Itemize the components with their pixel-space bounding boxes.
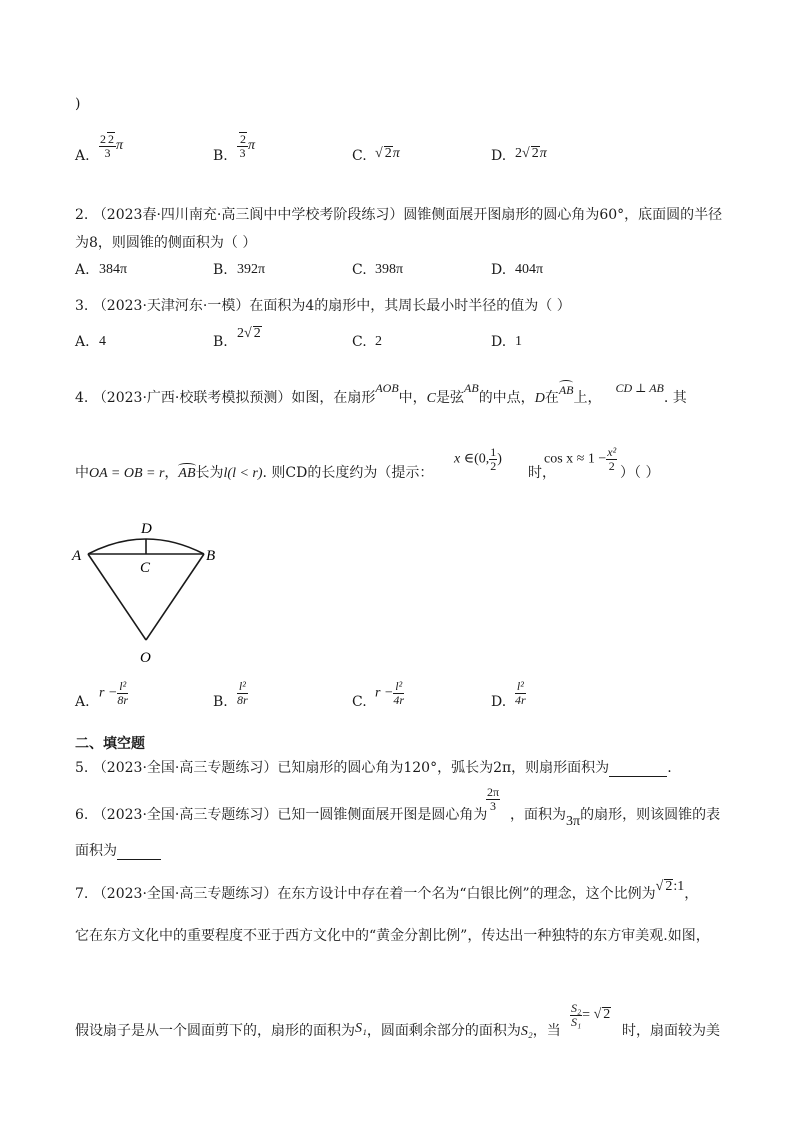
label-d: D (141, 521, 152, 537)
q1-tail-paren: ) (75, 96, 81, 112)
q1-option-d: 2√ 2π (515, 146, 547, 161)
q2-option-d-label: D. (491, 262, 507, 278)
q3-option-a-label: A. (75, 334, 90, 350)
q4-line1: 4. （2023·广西·校联考模拟预测）如图，在扇形AOB中，C是弦AB的中点，D在AB上，CD ⊥ AB. 其 (75, 381, 687, 406)
q4-hint-interval: x ∈(0, $\frac{1}{2}$ ) (454, 445, 502, 473)
q3-number: 3. (75, 298, 89, 314)
q2-number: 2. (75, 207, 89, 223)
q5-line: 5. （2023·全国·高三专题练习）已知扇形的圆心角为120°，弧长为2π，则扇形面积为 . (75, 760, 672, 776)
sqrt-sign: 2 (240, 132, 246, 146)
label-c: C (140, 560, 151, 576)
sqrt-sign: 2 (108, 132, 114, 146)
q2-option-c: 398π (375, 262, 404, 277)
q1-option-b: $\frac{2}{3}$ π (237, 132, 255, 159)
q3-option-c: 2 (375, 334, 382, 349)
q4-options (75, 680, 675, 720)
q7-ratio: √ 2:1 (655, 879, 685, 894)
q2-option-c-label: C. (352, 262, 367, 278)
sector-figure (60, 510, 230, 670)
q1-option-c-label: C. (352, 148, 367, 164)
q3-option-a: 4 (99, 334, 106, 349)
q4-line2: 中OA = OB = r，AB长为l(l < r). 则CD的长度约为（提示： (75, 465, 434, 481)
q1-option-c: √ 2π (375, 146, 400, 161)
q4-oa-eq: OA = OB = r (89, 466, 165, 481)
q3-options (75, 326, 675, 354)
q7-line2: 它在东方文化中的重要程度不亚于西方文化中的“黄金分割比例”，传达出一种独特的东方审美观.如图， (75, 928, 710, 944)
q7-line3: 假设扇子是从一个圆面剪下的，扇形的面积为S₁，圆面剩余部分的面积为S₂，当 (75, 1021, 561, 1039)
q6-area-value: 3π (566, 814, 581, 829)
q6-line1: 6. （2023·全国·高三专题练习）已知一圆锥侧面展开图是圆心角为 (75, 807, 488, 823)
q3-option-c-label: C. (352, 334, 367, 350)
q4-option-b-label: B. (213, 694, 228, 710)
q2-source: （2023春·四川南充·高三阆中中学校考阶段练习） (92, 207, 404, 223)
q7-ratio-fraction: $\frac{\text{S₂}}{\text{S₁}}$ = √ 2 (571, 1001, 611, 1029)
q5-answer-blank (609, 760, 667, 777)
q2-options (75, 262, 675, 282)
q2-option-b: 392π (237, 262, 266, 277)
q5-text: 已知扇形的圆心角为120°，弧长为2π，则扇形面积为 (277, 760, 610, 776)
q4-hint-when: 时， (528, 465, 556, 481)
section-fill-in-title: 二、填空题 (75, 736, 145, 752)
q2-text-1: 圆锥侧面展开图扇形的圆心角为60°，底面圆的半径 (403, 207, 723, 223)
q3-text: 在面积为4的扇形中，其周长最小时半径的值为（ ） (249, 298, 571, 314)
q6-line2: 面积为 (75, 840, 161, 860)
q1-option-b-label: B. (213, 148, 228, 164)
label-o: O (140, 650, 151, 666)
q7-line1: 7. （2023·全国·高三专题练习）在东方设计中存在着一个名为“白银比例”的理念，这个比例为√ 2:1， (75, 879, 699, 902)
q6-line1-rest: ，面积为3π的扇形，则该圆锥的表 (510, 807, 721, 829)
q6-answer-blank (117, 843, 161, 860)
q4-sector-name: AOB (375, 381, 399, 395)
q4-hint-cos: cos x ≈ 1 − $\frac{\text{x²}}{2}$ (544, 445, 617, 473)
q3-option-b-label: B. (213, 334, 228, 350)
q7-number: 7. (75, 886, 89, 902)
q3-option-d-label: D. (491, 334, 507, 350)
q2-option-a-label: A. (75, 262, 90, 278)
q4-option-a-label: A. (75, 694, 90, 710)
q4-number: 4. (75, 390, 89, 406)
q6-angle-fraction: $\frac{2\pi}{3}$ (487, 785, 500, 813)
q1-option-a-label: A. (75, 148, 90, 164)
q3-option-d: 1 (515, 334, 522, 349)
q7-source: （2023·全国·高三专题练习） (92, 886, 278, 902)
radius-oa (88, 554, 146, 640)
q5-source: （2023·全国·高三专题练习） (92, 760, 278, 776)
q4-option-d-label: D. (491, 694, 507, 710)
q4-option-c-label: C. (352, 694, 367, 710)
q4-perp: CD ⊥ AB (615, 381, 664, 395)
q1-option-d-label: D. (491, 148, 507, 164)
q4-option-d: $\frac{\text{l²}}{4r}$ (515, 679, 526, 707)
q4-option-a: r − $\frac{\text{l²}}{8r}$ (99, 679, 129, 707)
radius-ob (146, 554, 204, 640)
q4-option-b: $\frac{\text{l²}}{8r}$ (237, 679, 248, 707)
q4-option-c: r − $\frac{\text{l²}}{4r}$ (375, 679, 405, 707)
q3-line1 (75, 295, 571, 315)
label-b: B (206, 548, 216, 564)
q3-option-b: 2√ 2 (237, 326, 261, 341)
q2-line1 (75, 204, 722, 224)
q1-option-a: $\frac{2 2}{3}$ π (100, 132, 124, 160)
q2-option-d: 404π (515, 262, 544, 277)
q6-source: （2023·全国·高三专题练习） (92, 807, 278, 823)
q4-line2-end: ）（ ） (620, 465, 660, 481)
label-a: A (72, 548, 82, 564)
q3-source: （2023·天津河东·一模） (92, 298, 250, 314)
q2-option-b-label: B. (213, 262, 228, 278)
q2-text-2: 为8，则圆锥的侧面积为（ ） (75, 235, 257, 251)
q4-arc-ab: AB (558, 383, 574, 397)
q6-number: 6. (75, 807, 89, 823)
q5-number: 5. (75, 760, 89, 776)
q4-source: （2023·广西·校联考模拟预测） (92, 390, 292, 406)
q7-line3-end: 时，扇面较为美 (622, 1023, 720, 1039)
q2-option-a: 384π (99, 262, 128, 277)
